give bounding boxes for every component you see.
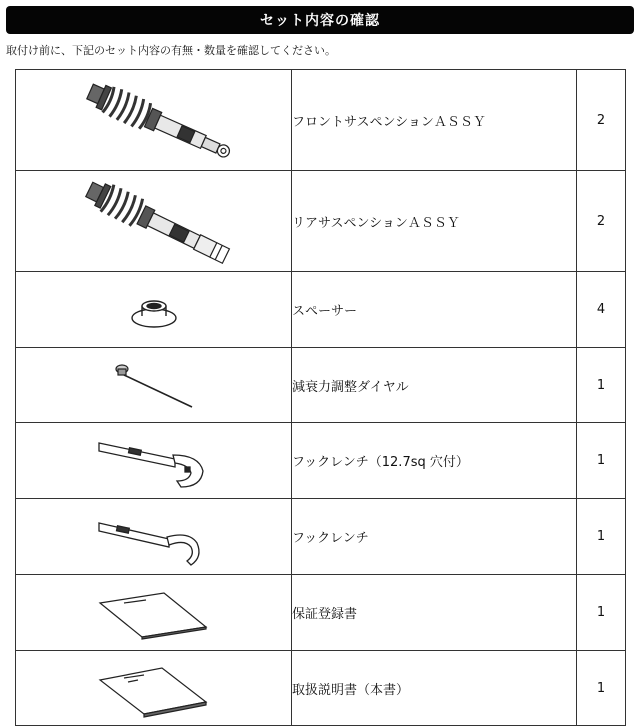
image-cell	[16, 423, 292, 499]
image-cell	[16, 272, 292, 348]
item-name: スペーサー	[292, 272, 577, 348]
hook-wrench-with-hole-icon	[89, 429, 219, 493]
item-name: 取扱説明書（本書）	[292, 651, 577, 726]
rear-suspension-icon	[54, 173, 254, 269]
parts-table	[15, 69, 626, 726]
item-qty: 1	[577, 651, 626, 726]
table-row	[16, 575, 626, 651]
item-qty: 2	[577, 171, 626, 272]
image-cell	[16, 651, 292, 726]
image-cell	[16, 70, 292, 171]
table-row	[16, 348, 626, 423]
item-qty: 1	[577, 499, 626, 575]
table-row	[16, 70, 626, 171]
section-title: セット内容の確認	[260, 13, 380, 29]
warranty-card-icon	[94, 583, 214, 643]
item-name: 保証登録書	[292, 575, 577, 651]
item-name: 減衰力調整ダイヤル	[292, 348, 577, 423]
spacer-icon	[114, 280, 194, 340]
image-cell	[16, 348, 292, 423]
item-qty: 2	[577, 70, 626, 171]
table-row	[16, 651, 626, 726]
item-name: リアサスペンションＡＳＳＹ	[292, 171, 577, 272]
image-cell	[16, 171, 292, 272]
manual-icon	[94, 658, 214, 718]
table-row	[16, 272, 626, 348]
item-name: フックレンチ（12.7sq 穴付）	[292, 423, 577, 499]
item-qty: 1	[577, 575, 626, 651]
section-title-bar	[6, 6, 634, 34]
table-row	[16, 423, 626, 499]
hook-wrench-icon	[89, 505, 219, 569]
item-name: フックレンチ	[292, 499, 577, 575]
table-row	[16, 499, 626, 575]
item-qty: 1	[577, 423, 626, 499]
item-qty: 1	[577, 348, 626, 423]
item-name: フロントサスペンションＡＳＳＹ	[292, 70, 577, 171]
image-cell	[16, 499, 292, 575]
table-row	[16, 171, 626, 272]
intro-text: 取付け前に、下記のセット内容の有無・数量を確認してください。	[6, 44, 336, 57]
front-suspension-icon	[54, 72, 254, 168]
image-cell	[16, 575, 292, 651]
damping-dial-icon	[94, 355, 214, 415]
item-qty: 4	[577, 272, 626, 348]
